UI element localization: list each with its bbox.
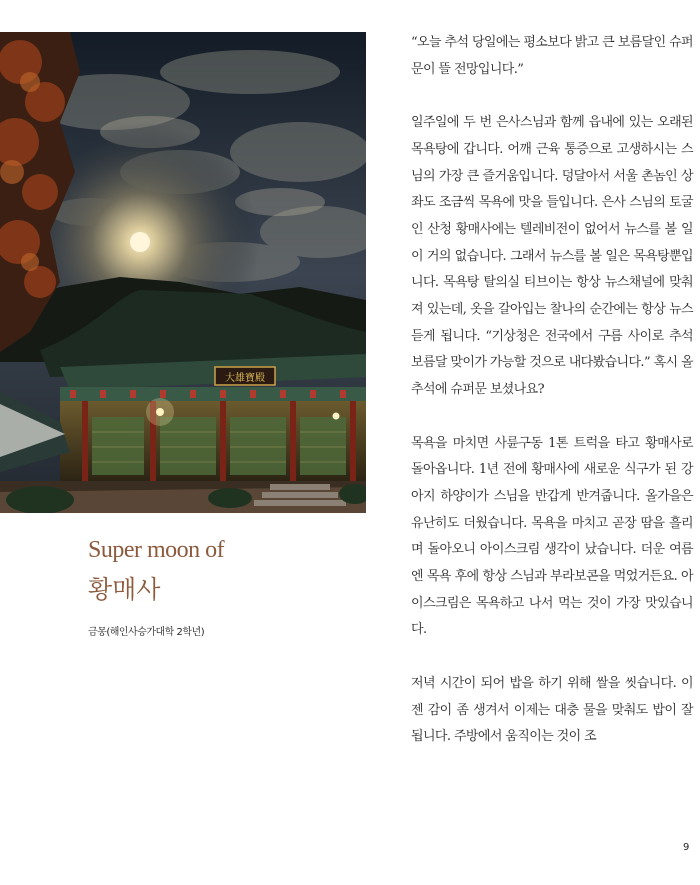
page-number: 9 xyxy=(683,842,690,853)
author-byline: 금몽(해인사승가대학 2학년) xyxy=(88,627,205,638)
signboard-text: 大雄寶殿 xyxy=(225,373,265,384)
body-paragraph: 목욕을 마치면 사륜구동 1톤 트럭을 타고 황매사로 돌아옵니다. 1년 전에 황매사에 새로운 식구가 된 강아지 하양이가 스님을 반갑게 반겨줍니다. 올가을은 유난히도 더웠습니다. 목욕을 마치고 곧장 땀을 흘리며 돌아오니 아이스크림 생각이 났습니다. 더운 여름엔 목욕 후에 항상 스님과 부라보콘을 먹었거든요. 아이스크림은 목욕하고 나서 먹는 것이 가장 맛있습니다. xyxy=(411,435,693,638)
temple-night-photo xyxy=(0,32,366,513)
body-paragraph: “오늘 추석 당일에는 평소보다 밝고 큰 보름달인 슈퍼문이 뜰 전망입니다.” xyxy=(411,35,693,77)
body-paragraph: 일주일에 두 번 은사스님과 함께 읍내에 있는 오래된 목욕탕에 갑니다. 어깨 근육 통증으로 고생하시는 스님의 가장 큰 즐거움입니다. 덩달아서 서울 촌놈인 상좌도 조금씩 목욕에 맛을 들입니다. 은사 스님의 토굴인 산청 황매사에는 텔레비전이 없어서 뉴스를 볼 일이 거의 없습니다. 그래서 뉴스를 볼 일은 목욕탕뿐입니다. 목욕탕 탈의실 티브이는 항상 뉴스채널에 맞춰져 있는데, 옷을 갈아입는 찰나의 순간에는 항상 뉴스 듣게 됩니다. “기상청은 전국에서 구름 사이로 추석 보름달 맞이가 가능할 것으로 내다봤습니다.” 혹시 올 추석에 슈퍼문 보셨나요? xyxy=(411,115,693,398)
article-body xyxy=(411,30,693,778)
body-paragraph: 저녁 시간이 되어 밥을 하기 위해 쌀을 씻습니다. 이젠 감이 좀 생겨서 이제는 대충 물을 맞춰도 밥이 잘 됩니다. 주방에서 움직이는 것이 조 xyxy=(411,675,693,745)
article-title-english: Super moon of xyxy=(88,537,225,563)
article-title-korean: 황매사 xyxy=(88,575,161,604)
